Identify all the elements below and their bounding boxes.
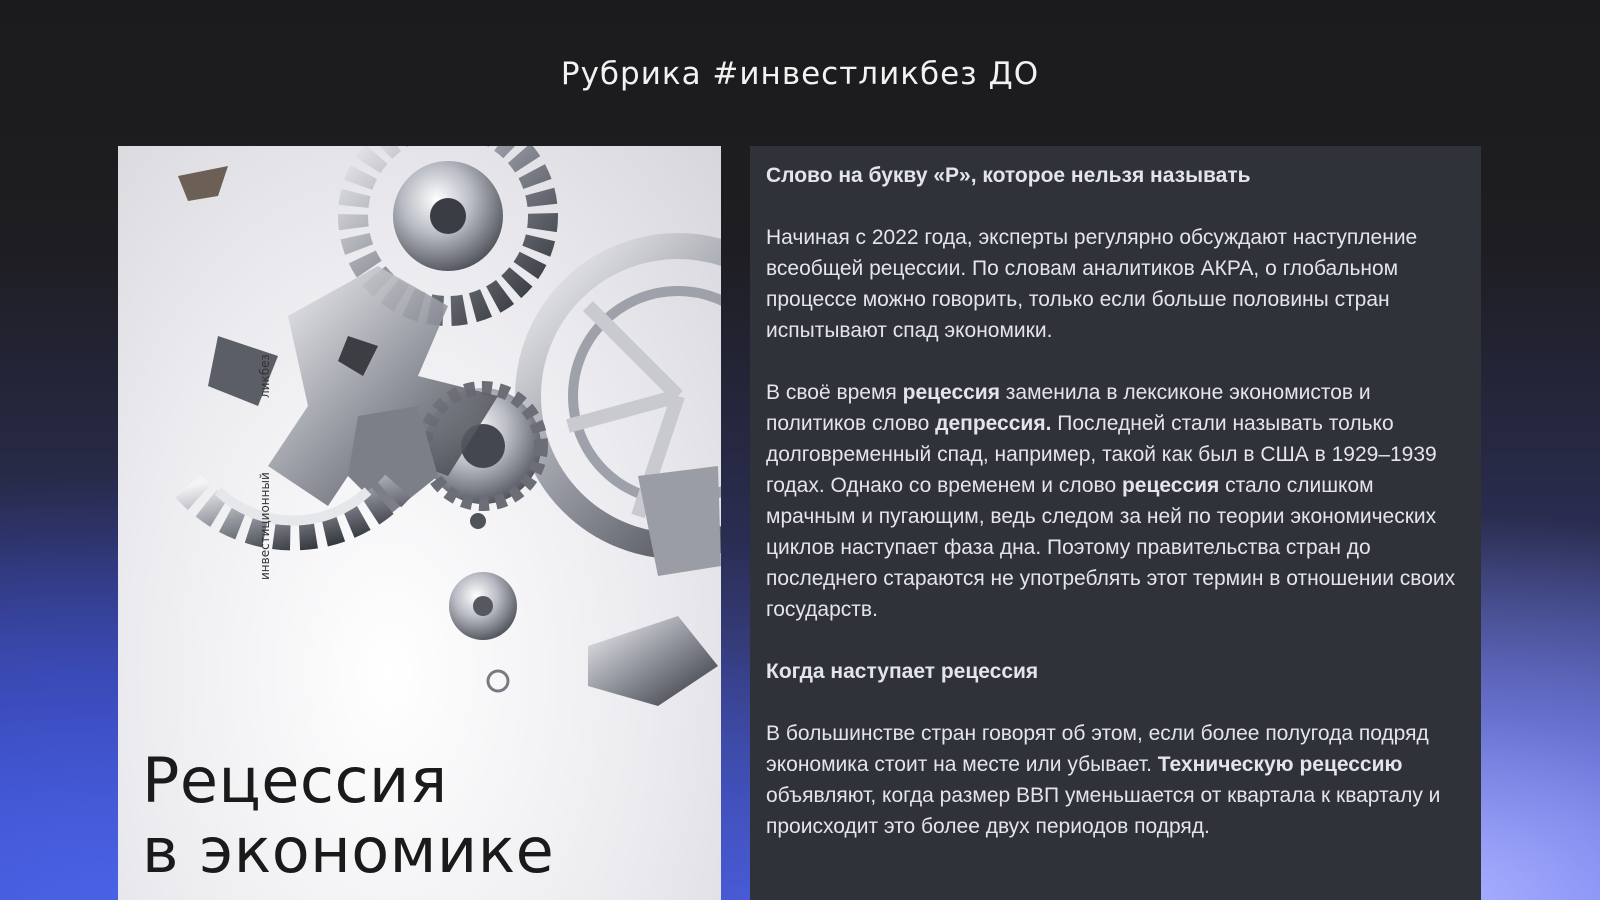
- article-paragraph-1: Начиная с 2022 года, эксперты регулярно обсуждают наступление всеобщей рецессии. По словам аналитиков АКРА, о глобальном процессе можно говорить, только если больше половины стран испытывают спад экономики.: [766, 226, 1418, 342]
- article-panel: [750, 146, 1481, 900]
- page-title: Рубрика #инвестликбез ДО: [560, 56, 1040, 92]
- article-paragraph-3: [766, 718, 1465, 842]
- article-heading-2: Когда наступает рецессия: [766, 660, 1039, 683]
- vertical-label-investment: инвестиционный: [258, 472, 272, 580]
- bold-term-technical-recession: Техническую рецессию: [1157, 753, 1403, 776]
- text-span: заменила в лексиконе экономистов и политиков слово: [766, 381, 1371, 435]
- bold-term-depression: депрессия.: [935, 412, 1052, 435]
- vertical-label-likbez: ликбез: [258, 354, 272, 398]
- poster-image: [118, 146, 721, 900]
- article-heading-1: Слово на букву «Р», которое нельзя называть: [766, 164, 1251, 187]
- text-span: Последней стали называть только долговременный спад, например, такой как был в США в 1929–1939 годах. Однако со временем и слово: [766, 412, 1437, 497]
- bold-term-recession: рецессия: [902, 381, 1000, 404]
- bold-term-recession: рецессия: [1121, 474, 1220, 497]
- text-span: стало слишком мрачным и пугающим, ведь следом за ней по теории экономических циклов наступает фаза дна. Поэтому правительства стран до последнего стараются не употреблять этот термин в отношении своих государств.: [766, 474, 1456, 621]
- poster-title-line1: Рецессия: [142, 744, 448, 817]
- poster-title-line2: в экономике: [142, 814, 555, 887]
- text-span: объявляют, когда размер ВВП уменьшается от квартала к кварталу и происходит это более двух периодов подряд.: [766, 784, 1441, 838]
- article-paragraph-2: [766, 377, 1465, 625]
- text-span: В своё время: [766, 381, 903, 404]
- poster-title: [142, 746, 554, 886]
- text-span: В большинстве стран говорят об этом, если более полугода подряд экономика стоит на месте или убывает.: [766, 722, 1429, 776]
